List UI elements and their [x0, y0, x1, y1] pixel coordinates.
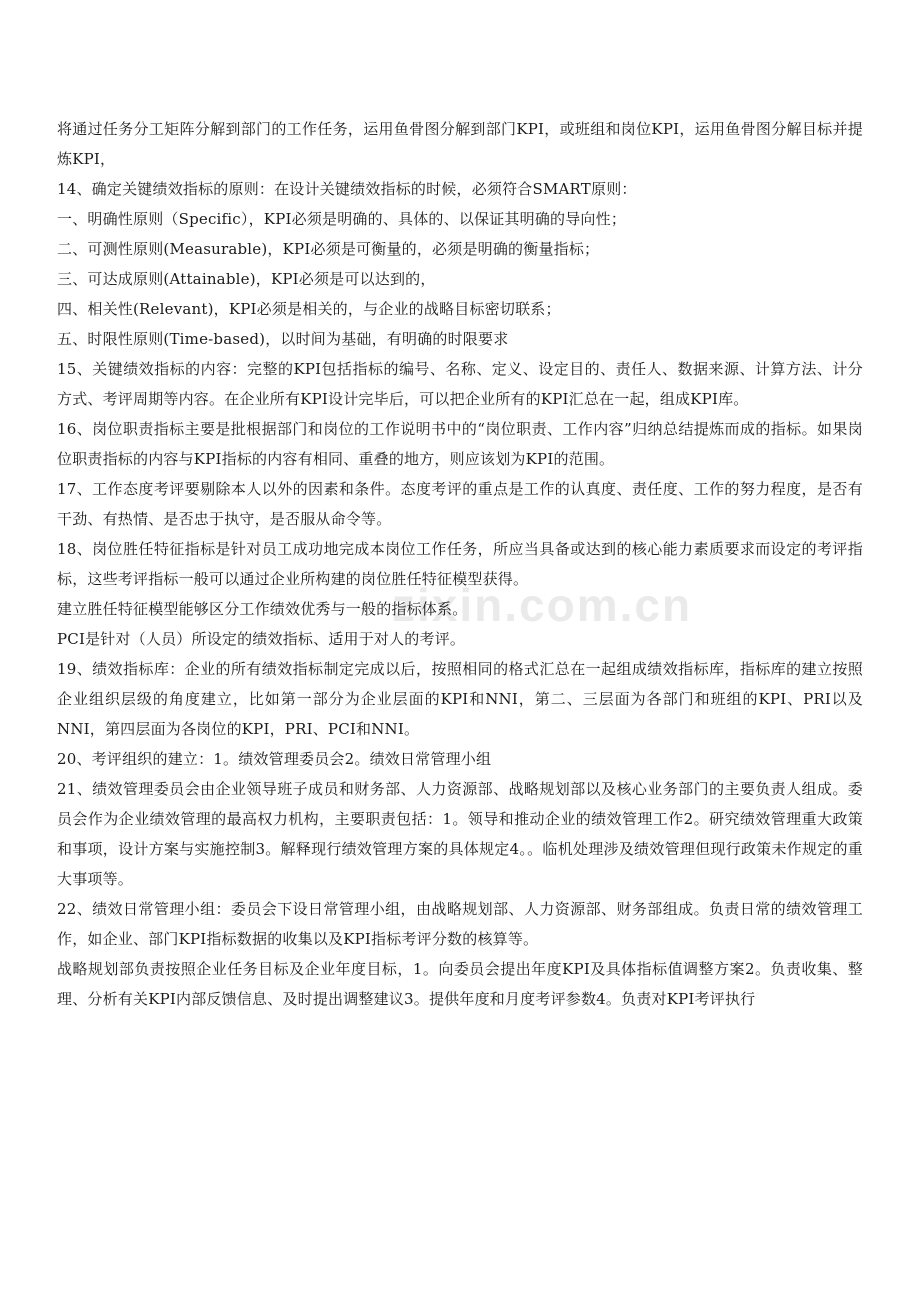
- paragraph-smart-specific: 一、明确性原则（Specific），KPI必须是明确的、具体的、以保证其明确的导向性；: [57, 210, 627, 228]
- paragraph-21: 21、绩效管理委员会由企业领导班子成员和财务部、人力资源部、战略规划部以及核心业务部门的主要负责人组成。委员会作为企业绩效管理的最高权力机构，主要职责包括：1。领导和推动企业的绩效管理工作2。研究绩效管理重大政策和事项，设计方案与实施控制3。解释现行绩效管理方案的具体规定4。。临机处理涉及绩效管理但现行政策未作规定的重大事项等。: [57, 780, 863, 888]
- paragraph-smart-attainable: 三、可达成原则(Attainable)，KPI必须是可以达到的，: [57, 270, 436, 288]
- paragraph-20: 20、考评组织的建立：1。绩效管理委员会2。绩效日常管理小组: [57, 750, 492, 768]
- paragraph-strategy-dept: 战略规划部负责按照企业任务目标及企业年度目标，1。向委员会提出年度KPI及具体指标值调整方案2。负责收集、整理、分析有关KPI内部反馈信息、及时提出调整建议3。提供年度和月度考评参数4。负责对KPI考评执行: [57, 960, 863, 1008]
- paragraph-pci: PCI是针对（人员）所设定的绩效指标、适用于对人的考评。: [57, 630, 466, 648]
- paragraph-smart-relevant: 四、相关性(Relevant)，KPI必须是相关的，与企业的战略目标密切联系；: [57, 300, 561, 318]
- paragraph-18: 18、岗位胜任特征指标是针对员工成功地完成本岗位工作任务，所应当具备或达到的核心能力素质要求而设定的考评指标，这些考评指标一般可以通过企业所构建的岗位胜任特征模型获得。: [57, 540, 863, 588]
- paragraph-smart-measurable: 二、可测性原则(Measurable)，KPI必须是可衡量的，必须是明确的衡量指标；: [57, 240, 600, 258]
- document-body: [57, 114, 863, 1014]
- paragraph-smart-time-based: 五、时限性原则(Time-based)，以时间为基础，有明确的时限要求: [57, 330, 509, 348]
- paragraph-16: 16、岗位职责指标主要是批根据部门和岗位的工作说明书中的“岗位职责、工作内容”归纳总结提炼而成的指标。如果岗位职责指标的内容与KPI指标的内容有相同、重叠的地方，则应该划为KPI的范围。: [57, 420, 863, 468]
- paragraph-14: 14、确定关键绩效指标的原则：在设计关键绩效指标的时候，必须符合SMART原则：: [57, 180, 637, 198]
- paragraph-competency-model: 建立胜任特征模型能够区分工作绩效优秀与一般的指标体系。: [57, 600, 468, 618]
- paragraph-15: 15、关键绩效指标的内容：完整的KPI包括指标的编号、名称、定义、设定目的、责任人、数据来源、计算方法、计分方式、考评周期等内容。在企业所有KPI设计完毕后，可以把企业所有的KPI汇总在一起，组成KPI库。: [57, 360, 863, 408]
- paragraph-19: 19、绩效指标库：企业的所有绩效指标制定完成以后，按照相同的格式汇总在一起组成绩效指标库，指标库的建立按照企业组织层级的角度建立，比如第一部分为企业层面的KPI和NNI，第二、三层面为各部门和班组的KPI、PRI以及NNI，第四层面为各岗位的KPI，PRI、PCI和NNI。: [57, 660, 863, 738]
- paragraph-22: 22、绩效日常管理小组：委员会下设日常管理小组，由战略规划部、人力资源部、财务部组成。负责日常的绩效管理工作，如企业、部门KPI指标数据的收集以及KPI指标考评分数的核算等。: [57, 900, 863, 948]
- paragraph-17: 17、工作态度考评要剔除本人以外的因素和条件。态度考评的重点是工作的认真度、责任度、工作的努力程度，是否有干劲、有热情、是否忠于执守，是否服从命令等。: [57, 480, 863, 528]
- paragraph-intro: 将通过任务分工矩阵分解到部门的工作任务，运用鱼骨图分解到部门KPI，或班组和岗位KPI，运用鱼骨图分解目标并提炼KPI，: [57, 120, 863, 168]
- watermark-text: zixin.com.cn: [392, 579, 693, 631]
